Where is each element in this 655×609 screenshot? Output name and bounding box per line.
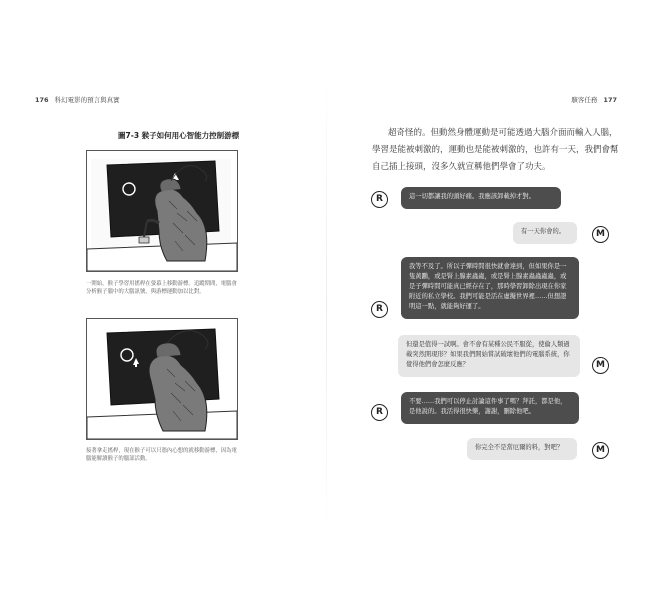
speaker-r-avatar: R — [371, 191, 388, 208]
left-running-title: 科幻電影的預言與真實 — [54, 96, 120, 104]
dialogue-bubble-r-3: 不要……我們可以停止討論這件事了嗎？拜託，都是他，是他說的。我活得很快樂，謝謝，刪除他吧。 — [401, 392, 579, 424]
right-page-number: 177 — [603, 96, 617, 104]
figure-caption-1: 一開始，猴子學習用搖桿在螢幕上移動游標。追蹤期間，電腦會分析猴子腦中的大腦訊號，與游標運動加以比對。 — [86, 281, 237, 295]
monkey-joystick-illustration — [87, 151, 237, 271]
figure-panel-joystick — [86, 150, 238, 272]
body-paragraph: 超奇怪的。但動然身體運動是可能透過大腦介面而輸入人腦，學習是能被刺激的，運動也是能被刺激的，也許有一天，我們會幫自己插上接頭，沒多久就宣稱他們學會了功夫。 — [372, 128, 619, 172]
speaker-r-avatar: R — [371, 301, 388, 318]
left-page-number: 176 — [35, 96, 49, 104]
figure-title: 圖7-3 猴子如何用心智能力控制游標 — [118, 131, 240, 140]
speaker-m-avatar: M — [592, 226, 609, 243]
figure-panel-mind-control — [86, 318, 238, 440]
figure-caption-2: 接著拿走搖桿，現在猴子可以只憑內心想的就移動游標，因為電腦能解讀猴子的腦部活動。 — [86, 448, 237, 462]
right-running-title: 駭客任務 — [571, 96, 598, 104]
right-running-head — [571, 95, 617, 104]
speaker-m-avatar: M — [592, 442, 609, 459]
dialogue-bubble-r-2: 我等不及了。所以子彈時間很快就會達到，但如果你是一隻黃鸝，或是腎上腺素蟲蟲，或是腎上腺素蟲蟲蟲蟲，或是子彈時間可能真已經存在了，那時學習卸除出現在你家附近的私立學校。我們可能是活在虛擬世界裡……但想證明這一點，就能夠好運了。 — [401, 257, 579, 319]
monkey-mind-control-illustration — [87, 319, 237, 439]
dialogue-bubble-r-1: 這一切都讓我的頭好痛。我應該卸載掉才對。 — [401, 187, 561, 209]
left-page — [0, 0, 327, 609]
dialogue-bubble-m-2: 但還是值得一試啊。會不會有某種公民不服從，使倫人類過載突然開現形？如果我們開始嘗試破壞他們的電腦系統，你覺得他們會怎麼反應？ — [398, 335, 580, 377]
speaker-r-avatar: R — [371, 404, 388, 421]
dialogue-bubble-m-1: 有一天你會的。 — [513, 222, 577, 244]
left-running-head — [35, 95, 120, 104]
dialogue-bubble-m-3: 你完全不是當厄爾的料，對吧？ — [467, 438, 577, 460]
speaker-m-avatar: M — [592, 357, 609, 374]
